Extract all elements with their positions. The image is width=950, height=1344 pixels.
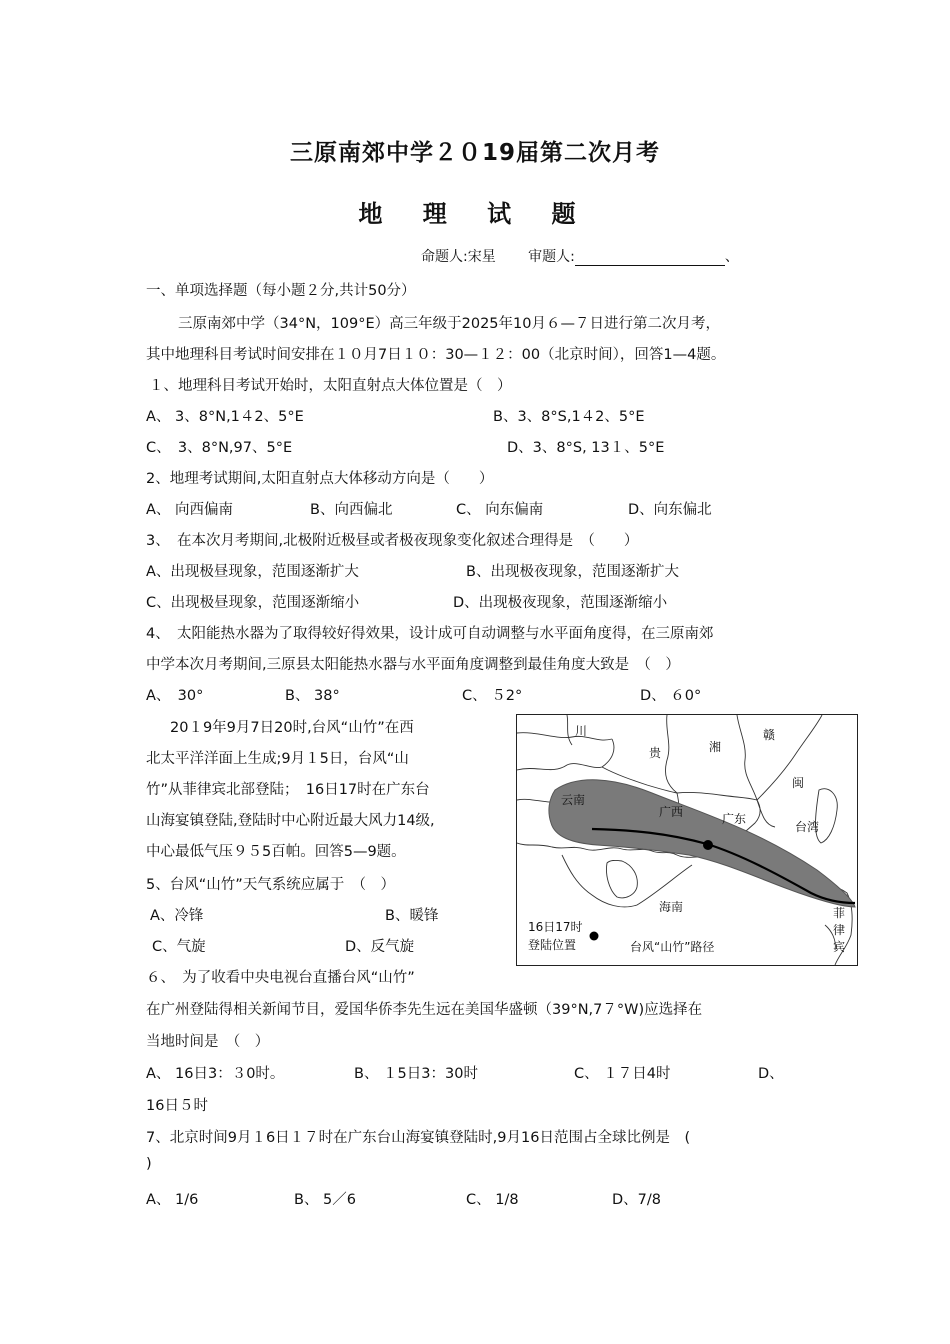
q5-stem: 5、台风“山竹”天气系统应属于 （ ） xyxy=(146,877,395,893)
q5-option-c: C、气旋 xyxy=(152,939,206,955)
map-svg xyxy=(517,715,857,965)
q1-option-d: D、3、8°S, 13１、5°E xyxy=(507,440,665,456)
map-label-chuan: 川 xyxy=(575,724,588,738)
section-heading: 一、单项选择题（每小题２分,共计50分） xyxy=(146,283,416,299)
map-label-hainan: 海南 xyxy=(659,900,684,914)
map-label-guangdong: 广东 xyxy=(722,812,747,826)
q1-stem: １、地理科目考试开始时，太阳直射点大体位置是（ ） xyxy=(149,378,512,394)
q6-stem-1: ６、 为了收看中央电视台直播台风“山竹” xyxy=(146,970,415,986)
q3-stem: 3、 在本次月考期间,北极附近极昼或者极夜现象变化叙述合理得是 （ ） xyxy=(146,533,639,549)
q6-stem-3: 当地时间是 （ ） xyxy=(146,1034,270,1050)
map-label-taiwan: 台湾 xyxy=(795,820,820,834)
q7-option-d: D、7/8 xyxy=(612,1192,662,1208)
q2-option-a: A、 向西偏南 xyxy=(146,502,234,518)
q4-option-d: D、 ６0° xyxy=(640,688,702,704)
q2-option-d: D、向东偏北 xyxy=(628,502,712,518)
reviewer-blank xyxy=(575,251,725,266)
q6-option-d-continued: 16日５时 xyxy=(146,1098,208,1114)
typhoon-intro-2: 北太平洋洋面上生成;9月１5日，台风“山 xyxy=(146,751,409,767)
q5-option-b: B、暖锋 xyxy=(385,908,439,924)
typhoon-intro-3: 竹”从菲律宾北部登陆； 16日17时在广东台 xyxy=(146,782,430,798)
typhoon-path-map xyxy=(516,714,858,966)
q7-option-b: B、 5／6 xyxy=(294,1192,357,1208)
q2-stem: 2、地理考试期间,太阳直射点大体移动方向是（ ） xyxy=(146,471,494,487)
q3-option-c: C、出现极昼现象，范围逐渐缩小 xyxy=(146,595,360,611)
map-label-yunnan: 云南 xyxy=(561,793,586,807)
q4-option-b: B、 38° xyxy=(285,688,340,704)
authors-text: 命题人:宋星 审题人: xyxy=(421,249,575,265)
q1-option-c: C、 3、8°N,97、5°E xyxy=(146,440,293,456)
q6-option-c: C、 １７日4时 xyxy=(574,1066,671,1082)
legend-point-marker xyxy=(590,932,599,941)
q3-option-b: B、出现极夜现象，范围逐渐扩大 xyxy=(466,564,679,580)
intro-line-1: 三原南郊中学（34°N，109°E）高三年级于2025年10月６—７日进行第二次月考， xyxy=(178,316,720,332)
q6-option-a: A、 16日3：３0时。 xyxy=(146,1066,285,1082)
map-label-guangxi: 广西 xyxy=(659,805,684,819)
exam-subtitle: 地 理 试 题 xyxy=(358,200,592,228)
map-label-min: 闽 xyxy=(792,776,805,790)
typhoon-intro-4: 山海宴镇登陆,登陆时中心附近最大风力14级, xyxy=(146,813,435,829)
q7-option-a: A、 1/6 xyxy=(146,1192,199,1208)
q6-option-b: B、 １5日3：30时 xyxy=(354,1066,478,1082)
q3-option-a: A、出现极昼现象，范围逐渐扩大 xyxy=(146,564,359,580)
q4-stem-2: 中学本次月考期间,三原县太阳能热水器与水平面角度调整到最佳角度大致是 （ ） xyxy=(146,657,680,673)
q1-option-a: A、 3、8°N,1４2、5°E xyxy=(146,409,304,425)
typhoon-intro-5: 中心最低气压９５5百帕。回答5—9题。 xyxy=(146,844,406,860)
q7-stem-1: 7、北京时间9月１6日１７时在广东台山海宴镇登陆时,9月16日范围占全球比例是 ( xyxy=(146,1130,691,1146)
q7-stem-2: ) xyxy=(146,1156,152,1172)
q6-option-d: D、 xyxy=(758,1066,784,1082)
q6-stem-2: 在广州登陆得相关新闻节目，爱国华侨李先生远在美国华盛顿（39°N,7７°W)应选择在 xyxy=(146,1002,703,1018)
typhoon-intro-1: 20１9年9月7日20时,台风“山竹”在西 xyxy=(170,720,414,736)
q1-option-b: B、3、8°S,1４2、5°E xyxy=(493,409,645,425)
q3-option-d: D、出现极夜现象，范围逐渐缩小 xyxy=(453,595,668,611)
authors-end: 、 xyxy=(724,249,739,265)
legend-path-label: 台风“山竹”路径 xyxy=(630,940,715,954)
q4-stem-1: 4、 太阳能热水器为了取得较好得效果，设计成可自动调整与水平面角度得，在三原南郊 xyxy=(146,626,714,642)
intro-line-2: 其中地理科目考试时间安排在１０月7日１０：30—１２：00（北京时间），回答1—4题。 xyxy=(146,347,726,363)
q5-option-a: A、冷锋 xyxy=(150,908,204,924)
map-label-gui: 贵 xyxy=(649,746,662,760)
map-label-xiang: 湘 xyxy=(709,740,722,754)
map-label-philippines-1: 菲 xyxy=(833,906,846,920)
authors-line xyxy=(421,246,739,266)
q2-option-c: C、 向东偏南 xyxy=(456,502,544,518)
map-label-philippines-3: 宾 xyxy=(833,940,846,954)
landfall-point-marker xyxy=(703,840,713,850)
q4-option-a: A、 30° xyxy=(146,688,204,704)
map-label-philippines-2: 律 xyxy=(833,923,846,937)
q7-option-c: C、 1/8 xyxy=(466,1192,519,1208)
q5-option-d: D、反气旋 xyxy=(345,939,415,955)
q2-option-b: B、向西偏北 xyxy=(310,502,393,518)
map-label-gan: 赣 xyxy=(763,728,776,742)
legend-point-label-2: 登陆位置 xyxy=(528,938,577,952)
exam-title: 三原南郊中学２０19届第二次月考 xyxy=(289,140,660,166)
legend-point-label-1: 16日17时 xyxy=(528,920,583,934)
q4-option-c: C、 ５2° xyxy=(462,688,523,704)
